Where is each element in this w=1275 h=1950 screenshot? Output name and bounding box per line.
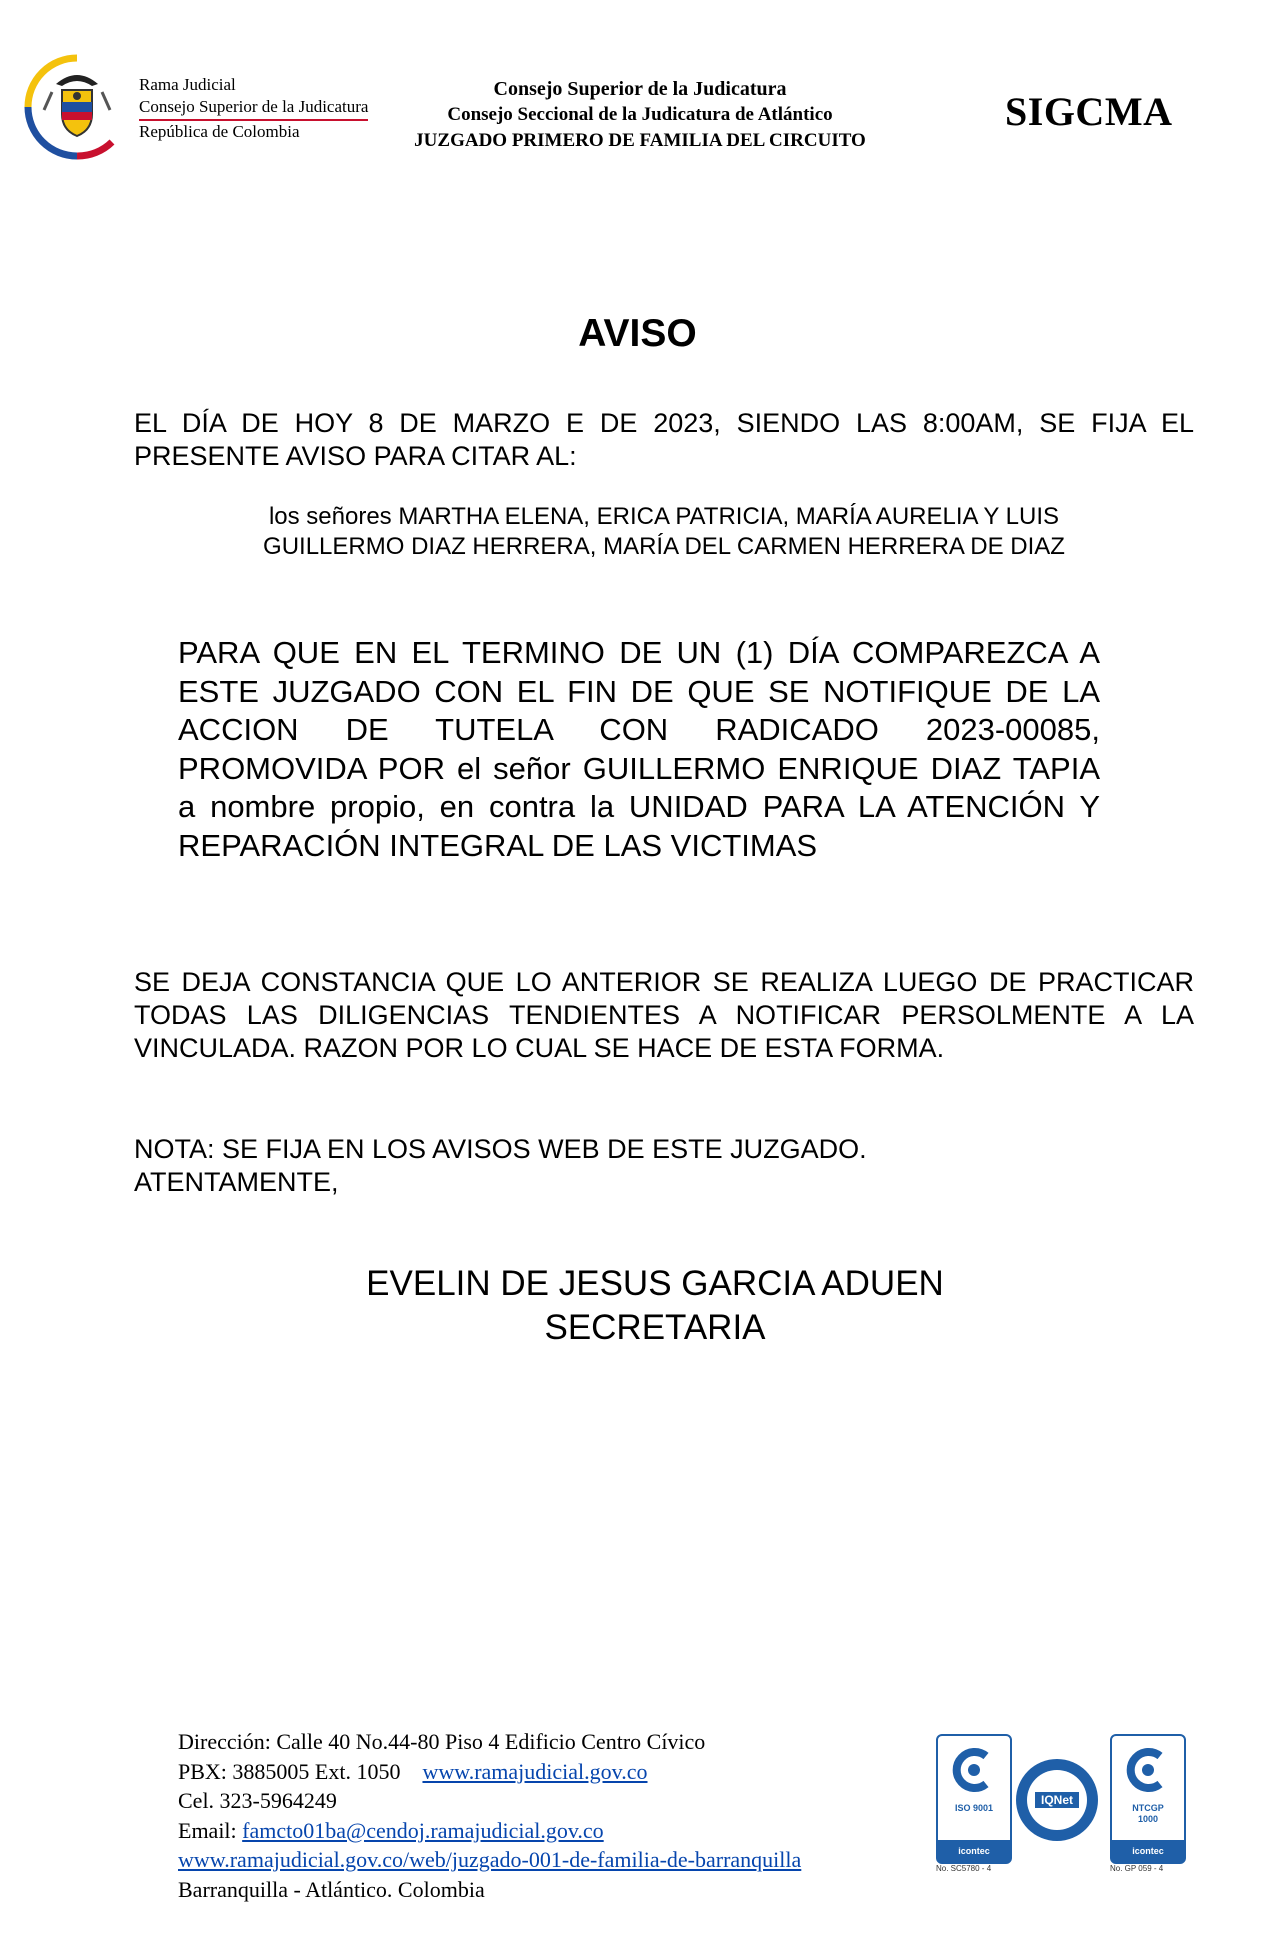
footer-address: Dirección: Calle 40 No.44-80 Piso 4 Edificio Centro Cívico	[178, 1729, 706, 1754]
constancia-paragraph: SE DEJA CONSTANCIA QUE LO ANTERIOR SE REALIZA LUEGO DE PRACTICAR TODAS LAS DILIGENCIAS TENDIENTES A NOTIFICAR PERSOLMENTE A LA VINCULADA. RAZON POR LO CUAL SE HACE DE ESTA FORMA.	[134, 967, 1194, 1063]
iqnet-label: IQNet	[1040, 1793, 1074, 1807]
ntcgp-label	[1112, 1803, 1184, 1825]
icontec-c-icon-2	[1112, 1736, 1184, 1800]
nota-block	[134, 1133, 1194, 1199]
iso-label: ISO 9001	[954, 1803, 994, 1813]
court-website-link[interactable]: www.ramajudicial.gov.co/web/juzgado-001-de-familia-de-barranquilla	[178, 1847, 802, 1872]
ntcgp-label-2: 1000	[1137, 1814, 1159, 1824]
main-paragraph: PARA QUE EN EL TERMINO DE UN (1) DÍA COMPAREZCA A ESTE JUZGADO CON EL FIN DE QUE SE NOTIFIQUE DE LA ACCION DE TUTELA CON RADICADO 2023-00085, PROMOVIDA POR el señor GUILLERMO ENRIQUE DIAZ TAPIA a nombre propio, en contra la UNIDAD PARA LA ATENCIÓN Y REPARACIÓN INTEGRAL DE LAS VICTIMAS	[178, 635, 1100, 863]
sigcma-label: SIGCMA	[1005, 89, 1173, 134]
email-label: Email:	[178, 1817, 243, 1843]
nota-text: NOTA: SE FIJA EN LOS AVISOS WEB DE ESTE JUZGADO.	[134, 1134, 867, 1164]
icontec-label-2: icontec	[1112, 1840, 1184, 1862]
logo-line-consejo: Consejo Superior de la Judicatura	[139, 96, 368, 121]
footer-contact	[178, 1727, 801, 1904]
footer-email-row	[178, 1816, 801, 1846]
header-line-juzgado: JUZGADO PRIMERO DE FAMILIA DEL CIRCUITO	[414, 130, 866, 151]
recipients-block	[134, 502, 1194, 562]
ntcgp-label-1: NTCGP	[1132, 1803, 1164, 1813]
website-link[interactable]: www.ramajudicial.gov.co	[422, 1758, 648, 1784]
header-institution	[355, 76, 925, 154]
closing-text: ATENTAMENTE,	[134, 1167, 339, 1197]
document-title: AVISO	[578, 312, 697, 355]
footer-cel: Cel. 323-5964249	[178, 1788, 337, 1813]
iso-number: No. SC5780 - 4	[936, 1864, 992, 1873]
header-line-consejo-superior: Consejo Superior de la Judicatura	[493, 78, 787, 100]
signer-role: SECRETARIA	[544, 1308, 766, 1347]
email-link[interactable]: famcto01ba@cendoj.ramajudicial.gov.co	[242, 1817, 604, 1843]
icontec-label-1: icontec	[938, 1840, 1010, 1862]
iqnet-seal-icon	[1013, 1756, 1101, 1844]
logo-line-republica: República de Colombia	[139, 122, 300, 141]
icontec-c-icon	[938, 1736, 1010, 1800]
colombia-coat-of-arms-icon	[22, 52, 132, 162]
signature-block	[0, 1262, 1275, 1350]
header-line-consejo-seccional: Consejo Seccional de la Judicatura de Atlántico	[447, 104, 833, 125]
intro-paragraph: EL DÍA DE HOY 8 DE MARZO E DE 2023, SIENDO LAS 8:00AM, SE FIJA EL PRESENTE AVISO PARA CITAR AL:	[134, 408, 1194, 471]
recipients-line-2: GUILLERMO DIAZ HERRERA, MARÍA DEL CARMEN HERRERA DE DIAZ	[263, 533, 1065, 560]
ntcgp-number: No. GP 059 - 4	[1110, 1864, 1164, 1873]
logo-line-rama: Rama Judicial	[139, 75, 236, 94]
footer-city: Barranquilla - Atlántico. Colombia	[178, 1876, 485, 1902]
signer-name: EVELIN DE JESUS GARCIA ADUEN	[366, 1264, 944, 1303]
recipients-line-1: los señores MARTHA ELENA, ERICA PATRICIA, MARÍA AURELIA Y LUIS	[268, 503, 1060, 530]
footer-pbx: PBX: 3885005 Ext. 1050	[178, 1758, 401, 1784]
ntcgp-1000-badge	[1110, 1734, 1186, 1864]
iso-9001-badge	[936, 1734, 1012, 1864]
footer-pbx-row	[178, 1757, 801, 1787]
certification-logos	[936, 1734, 1186, 1874]
rama-judicial-logo	[22, 52, 402, 172]
